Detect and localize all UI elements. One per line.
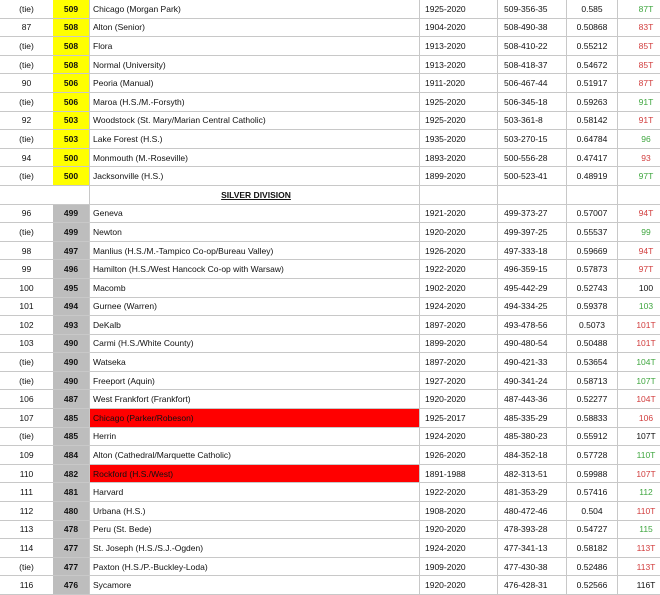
points-cell: 500: [53, 148, 90, 167]
titles-cell: 100: [618, 278, 660, 297]
record-cell: 494-334-25: [498, 297, 567, 316]
record-cell: 496-359-15: [498, 260, 567, 279]
record-cell: 508-418-37: [498, 55, 567, 74]
record-cell: 508-410-22: [498, 37, 567, 56]
record-cell: 499-397-25: [498, 223, 567, 242]
points-cell: 481: [53, 483, 90, 502]
points-cell: 490: [53, 371, 90, 390]
record-cell: 478-393-28: [498, 520, 567, 539]
pct-cell: 0.52277: [567, 390, 618, 409]
points-cell: 508: [53, 18, 90, 37]
pct-cell: 0.52743: [567, 278, 618, 297]
rank-cell: 110: [0, 464, 53, 483]
record-cell: 485-380-23: [498, 427, 567, 446]
pct-cell: 0.50488: [567, 334, 618, 353]
school-cell: Maroa (H.S./M.-Forsyth): [90, 92, 420, 111]
points-cell: 494: [53, 297, 90, 316]
table-row: [0, 316, 660, 335]
school-cell: West Frankfort (Frankfort): [90, 390, 420, 409]
table-row: [0, 576, 660, 595]
school-cell: Chicago (Parker/Robeson): [90, 409, 420, 428]
school-cell: Normal (University): [90, 55, 420, 74]
pct-cell: 0.55212: [567, 37, 618, 56]
pct-cell: 0.57007: [567, 204, 618, 223]
table-row: [0, 278, 660, 297]
table-row: [0, 464, 660, 483]
years-cell: 1922-2020: [420, 483, 498, 502]
rank-cell: 114: [0, 539, 53, 558]
years-cell: 1925-2020: [420, 92, 498, 111]
record-cell: [498, 185, 567, 204]
school-cell: Urbana (H.S.): [90, 502, 420, 521]
rank-cell: (tie): [0, 167, 53, 186]
years-cell: 1897-2020: [420, 316, 498, 335]
pct-cell: 0.51917: [567, 74, 618, 93]
years-cell: 1926-2020: [420, 241, 498, 260]
division-header-row: [0, 185, 660, 204]
years-cell: 1935-2020: [420, 130, 498, 149]
school-cell: Manlius (H.S./M.-Tampico Co-op/Bureau Valley): [90, 241, 420, 260]
school-cell: Sycamore: [90, 576, 420, 595]
table-row: [0, 260, 660, 279]
rank-cell: 106: [0, 390, 53, 409]
record-cell: 485-335-29: [498, 409, 567, 428]
years-cell: 1920-2020: [420, 576, 498, 595]
school-cell: Alton (Cathedral/Marquette Catholic): [90, 446, 420, 465]
titles-cell: 93: [618, 148, 660, 167]
rank-cell: (tie): [0, 427, 53, 446]
table-row: [0, 130, 660, 149]
table-row: [0, 223, 660, 242]
school-cell: DeKalb: [90, 316, 420, 335]
school-cell: Lake Forest (H.S.): [90, 130, 420, 149]
rank-cell: 111: [0, 483, 53, 502]
record-cell: 476-428-31: [498, 576, 567, 595]
pct-cell: 0.54672: [567, 55, 618, 74]
points-cell: 503: [53, 111, 90, 130]
points-cell: 499: [53, 204, 90, 223]
titles-cell: 94T: [618, 241, 660, 260]
titles-cell: 83T: [618, 18, 660, 37]
table-row: [0, 55, 660, 74]
table-row: [0, 297, 660, 316]
points-cell: 500: [53, 167, 90, 186]
table-row: [0, 74, 660, 93]
years-cell: 1924-2020: [420, 297, 498, 316]
rank-cell: 112: [0, 502, 53, 521]
titles-cell: 107T: [618, 371, 660, 390]
school-cell: Alton (Senior): [90, 18, 420, 37]
points-cell: 490: [53, 334, 90, 353]
points-cell: 496: [53, 260, 90, 279]
pct-cell: 0.59378: [567, 297, 618, 316]
titles-cell: 110T: [618, 502, 660, 521]
pct-cell: 0.59263: [567, 92, 618, 111]
rank-cell: 100: [0, 278, 53, 297]
titles-cell: 113T: [618, 557, 660, 576]
record-cell: 500-556-28: [498, 148, 567, 167]
years-cell: 1922-2020: [420, 260, 498, 279]
table-row: [0, 446, 660, 465]
table-row: [0, 502, 660, 521]
years-cell: 1902-2020: [420, 278, 498, 297]
table-row: [0, 483, 660, 502]
points-cell: 506: [53, 74, 90, 93]
years-cell: 1913-2020: [420, 55, 498, 74]
years-cell: 1925-2020: [420, 0, 498, 18]
rank-cell: 99: [0, 260, 53, 279]
table-row: [0, 241, 660, 260]
record-cell: 487-443-36: [498, 390, 567, 409]
points-cell: 477: [53, 557, 90, 576]
table-row: [0, 111, 660, 130]
school-cell: St. Joseph (H.S./S.J.-Ogden): [90, 539, 420, 558]
pct-cell: 0.55912: [567, 427, 618, 446]
points-cell: 487: [53, 390, 90, 409]
titles-cell: 87T: [618, 74, 660, 93]
record-cell: 480-472-46: [498, 502, 567, 521]
school-cell: Rockford (H.S./West): [90, 464, 420, 483]
years-cell: 1927-2020: [420, 371, 498, 390]
record-cell: 499-373-27: [498, 204, 567, 223]
titles-cell: 99: [618, 223, 660, 242]
titles-cell: 94T: [618, 204, 660, 223]
pct-cell: 0.59669: [567, 241, 618, 260]
school-cell: Chicago (Morgan Park): [90, 0, 420, 18]
points-cell: 482: [53, 464, 90, 483]
school-cell: Jacksonville (H.S.): [90, 167, 420, 186]
points-cell: 477: [53, 539, 90, 558]
years-cell: 1891-1988: [420, 464, 498, 483]
table-row: [0, 334, 660, 353]
rank-cell: [0, 185, 53, 204]
pct-cell: 0.5073: [567, 316, 618, 335]
points-cell: 497: [53, 241, 90, 260]
pct-cell: 0.57728: [567, 446, 618, 465]
table-row: [0, 148, 660, 167]
pct-cell: 0.585: [567, 0, 618, 18]
rank-cell: 101: [0, 297, 53, 316]
points-cell: 476: [53, 576, 90, 595]
years-cell: 1924-2020: [420, 427, 498, 446]
division-title: SILVER DIVISION: [90, 185, 420, 204]
rank-cell: 102: [0, 316, 53, 335]
table-row: [0, 353, 660, 372]
pct-cell: 0.58833: [567, 409, 618, 428]
points-cell: 508: [53, 55, 90, 74]
table-row: [0, 37, 660, 56]
titles-cell: 103: [618, 297, 660, 316]
rank-cell: (tie): [0, 0, 53, 18]
school-cell: Woodstock (St. Mary/Marian Central Catholic): [90, 111, 420, 130]
points-cell: 508: [53, 37, 90, 56]
school-cell: Peoria (Manual): [90, 74, 420, 93]
record-cell: 495-442-29: [498, 278, 567, 297]
titles-cell: 87T: [618, 0, 660, 18]
titles-cell: 107T: [618, 464, 660, 483]
years-cell: 1908-2020: [420, 502, 498, 521]
record-cell: 490-480-54: [498, 334, 567, 353]
record-cell: 490-341-24: [498, 371, 567, 390]
rank-cell: 87: [0, 18, 53, 37]
rank-cell: (tie): [0, 557, 53, 576]
rank-cell: (tie): [0, 37, 53, 56]
years-cell: 1893-2020: [420, 148, 498, 167]
rank-cell: 116: [0, 576, 53, 595]
pct-cell: 0.504: [567, 502, 618, 521]
pct-cell: 0.64784: [567, 130, 618, 149]
titles-cell: 110T: [618, 446, 660, 465]
record-cell: 477-341-13: [498, 539, 567, 558]
points-cell: 480: [53, 502, 90, 521]
table-row: [0, 18, 660, 37]
rank-cell: (tie): [0, 223, 53, 242]
pct-cell: 0.54727: [567, 520, 618, 539]
points-cell: 478: [53, 520, 90, 539]
table-row: [0, 390, 660, 409]
points-cell: 503: [53, 130, 90, 149]
titles-cell: 104T: [618, 353, 660, 372]
record-cell: 493-478-56: [498, 316, 567, 335]
titles-cell: 96: [618, 130, 660, 149]
school-cell: Flora: [90, 37, 420, 56]
rank-cell: 113: [0, 520, 53, 539]
table-row: [0, 92, 660, 111]
points-cell: [53, 185, 90, 204]
rank-cell: 94: [0, 148, 53, 167]
years-cell: 1913-2020: [420, 37, 498, 56]
school-cell: Geneva: [90, 204, 420, 223]
table-row: [0, 167, 660, 186]
years-cell: 1925-2017: [420, 409, 498, 428]
pct-cell: 0.47417: [567, 148, 618, 167]
titles-cell: 104T: [618, 390, 660, 409]
rank-cell: (tie): [0, 353, 53, 372]
rank-cell: 96: [0, 204, 53, 223]
years-cell: 1897-2020: [420, 353, 498, 372]
pct-cell: [567, 185, 618, 204]
years-cell: 1920-2020: [420, 223, 498, 242]
points-cell: 485: [53, 409, 90, 428]
school-cell: Harvard: [90, 483, 420, 502]
titles-cell: 97T: [618, 260, 660, 279]
titles-cell: 91T: [618, 111, 660, 130]
record-cell: 508-490-38: [498, 18, 567, 37]
rank-cell: 90: [0, 74, 53, 93]
record-cell: 506-345-18: [498, 92, 567, 111]
school-cell: Gurnee (Warren): [90, 297, 420, 316]
titles-cell: 113T: [618, 539, 660, 558]
table-row: [0, 0, 660, 18]
pct-cell: 0.53654: [567, 353, 618, 372]
years-cell: 1911-2020: [420, 74, 498, 93]
years-cell: 1899-2020: [420, 334, 498, 353]
rank-cell: 107: [0, 409, 53, 428]
years-cell: 1909-2020: [420, 557, 498, 576]
rank-cell: (tie): [0, 130, 53, 149]
pct-cell: 0.58142: [567, 111, 618, 130]
titles-cell: 101T: [618, 316, 660, 335]
titles-cell: 91T: [618, 92, 660, 111]
pct-cell: 0.48919: [567, 167, 618, 186]
titles-cell: 85T: [618, 55, 660, 74]
record-cell: 503-270-15: [498, 130, 567, 149]
years-cell: 1925-2020: [420, 111, 498, 130]
rank-cell: (tie): [0, 371, 53, 390]
record-cell: 481-353-29: [498, 483, 567, 502]
pct-cell: 0.57416: [567, 483, 618, 502]
years-cell: 1904-2020: [420, 18, 498, 37]
titles-cell: 116T: [618, 576, 660, 595]
years-cell: 1899-2020: [420, 167, 498, 186]
school-cell: Herrin: [90, 427, 420, 446]
years-cell: 1926-2020: [420, 446, 498, 465]
rank-cell: 103: [0, 334, 53, 353]
table-row: [0, 204, 660, 223]
record-cell: 484-352-18: [498, 446, 567, 465]
school-cell: Newton: [90, 223, 420, 242]
years-cell: [420, 185, 498, 204]
years-cell: 1921-2020: [420, 204, 498, 223]
record-cell: 500-523-41: [498, 167, 567, 186]
titles-cell: 107T: [618, 427, 660, 446]
table-row: [0, 539, 660, 558]
table-row: [0, 371, 660, 390]
rank-cell: 109: [0, 446, 53, 465]
titles-cell: 112: [618, 483, 660, 502]
rank-cell: (tie): [0, 55, 53, 74]
titles-cell: [618, 185, 660, 204]
record-cell: 509-356-35: [498, 0, 567, 18]
titles-cell: 106: [618, 409, 660, 428]
table-row: [0, 520, 660, 539]
rank-cell: (tie): [0, 92, 53, 111]
years-cell: 1920-2020: [420, 390, 498, 409]
school-cell: Monmouth (M.-Roseville): [90, 148, 420, 167]
record-cell: 490-421-33: [498, 353, 567, 372]
rank-cell: 98: [0, 241, 53, 260]
titles-cell: 115: [618, 520, 660, 539]
points-cell: 509: [53, 0, 90, 18]
points-cell: 499: [53, 223, 90, 242]
record-cell: 497-333-18: [498, 241, 567, 260]
record-cell: 506-467-44: [498, 74, 567, 93]
years-cell: 1924-2020: [420, 539, 498, 558]
pct-cell: 0.57873: [567, 260, 618, 279]
points-cell: 495: [53, 278, 90, 297]
school-cell: Peru (St. Bede): [90, 520, 420, 539]
table-row: [0, 557, 660, 576]
table-row: [0, 409, 660, 428]
pct-cell: 0.52566: [567, 576, 618, 595]
pct-cell: 0.58182: [567, 539, 618, 558]
school-cell: Carmi (H.S./White County): [90, 334, 420, 353]
record-cell: 503-361-8: [498, 111, 567, 130]
titles-cell: 97T: [618, 167, 660, 186]
pct-cell: 0.55537: [567, 223, 618, 242]
pct-cell: 0.50868: [567, 18, 618, 37]
school-cell: Paxton (H.S./P.-Buckley-Loda): [90, 557, 420, 576]
table-row: [0, 427, 660, 446]
points-cell: 485: [53, 427, 90, 446]
points-cell: 493: [53, 316, 90, 335]
school-cell: Hamilton (H.S./West Hancock Co-op with Warsaw): [90, 260, 420, 279]
pct-cell: 0.52486: [567, 557, 618, 576]
pct-cell: 0.58713: [567, 371, 618, 390]
rank-cell: 92: [0, 111, 53, 130]
school-cell: Freeport (Aquin): [90, 371, 420, 390]
record-cell: 482-313-51: [498, 464, 567, 483]
points-cell: 484: [53, 446, 90, 465]
titles-cell: 85T: [618, 37, 660, 56]
titles-cell: 101T: [618, 334, 660, 353]
school-cell: Macomb: [90, 278, 420, 297]
points-cell: 490: [53, 353, 90, 372]
record-cell: 477-430-38: [498, 557, 567, 576]
points-cell: 506: [53, 92, 90, 111]
years-cell: 1920-2020: [420, 520, 498, 539]
school-cell: Watseka: [90, 353, 420, 372]
pct-cell: 0.59988: [567, 464, 618, 483]
